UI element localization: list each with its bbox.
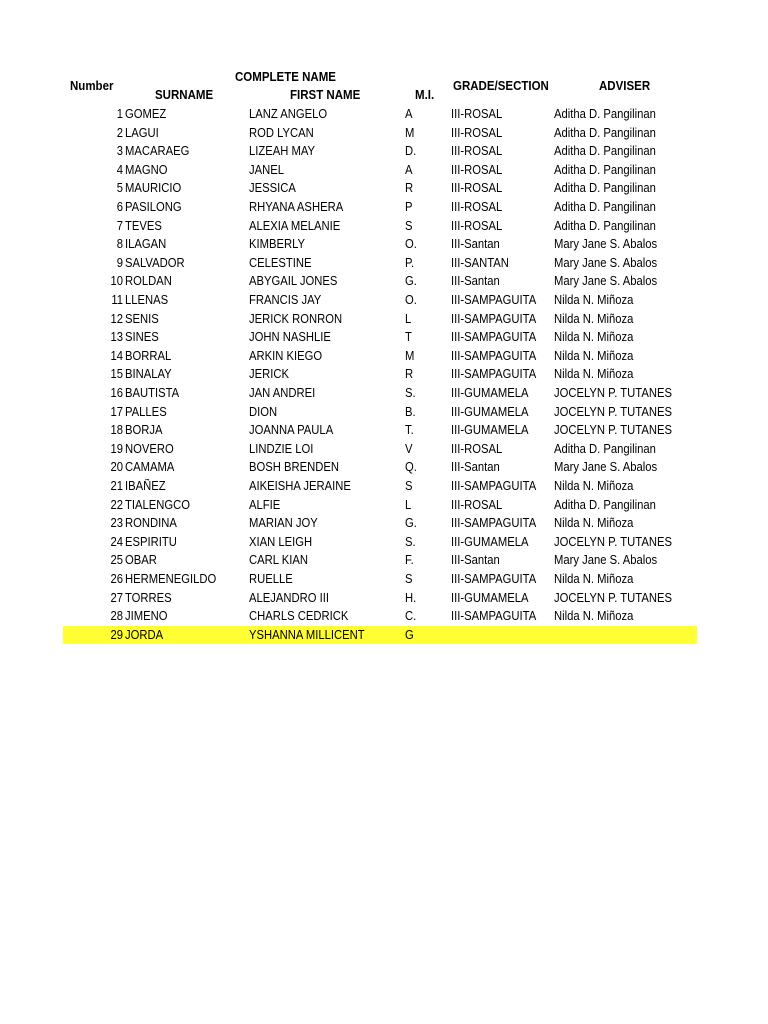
first-name-cell: RUELLE (249, 572, 293, 586)
grade-section-cell: III-Santan (451, 460, 500, 475)
middle-initial-cell: D. (405, 144, 417, 159)
grade-section-cell: III-ROSAL (451, 218, 503, 233)
grade-section-cell: III-GUMAMELA (451, 386, 529, 400)
middle-initial-cell: P (405, 200, 413, 214)
row-number: 20 (110, 460, 123, 475)
middle-initial-cell: G (405, 627, 414, 642)
first-name-cell: CARL KIAN (249, 553, 308, 568)
adviser-cell: Aditha D. Pangilinan (554, 107, 656, 121)
surname-cell: JIMENO (125, 609, 168, 624)
row-number: 5 (116, 181, 123, 196)
row-number: 28 (110, 609, 123, 624)
surname-cell: TIALENGCO (125, 497, 191, 512)
first-name-cell: ALEJANDRO III (249, 590, 330, 605)
first-name-cell: BOSH BRENDEN (249, 460, 340, 475)
table-row (0, 607, 768, 626)
adviser-cell: Nilda N. Miñoza (554, 367, 634, 382)
table-row (0, 217, 768, 236)
grade-section-cell: III-SAMPAGUITA (451, 572, 537, 586)
first-name-cell: JOHN NASHLIE (249, 330, 331, 345)
grade-section-cell: III-GUMAMELA (451, 534, 529, 549)
first-name-cell: JERICK RONRON (249, 311, 343, 326)
surname-cell: SENIS (125, 311, 159, 326)
row-number: 13 (110, 330, 123, 345)
table-row (0, 198, 768, 217)
table-row (0, 403, 768, 422)
first-name-cell: CHARLS CEDRICK (249, 609, 349, 624)
grade-section-cell: III-Santan (451, 237, 500, 252)
first-name-cell: DION (249, 404, 278, 419)
grade-section-cell: III-Santan (451, 274, 500, 289)
adviser-cell: Nilda N. Miñoza (554, 330, 634, 345)
adviser-cell: Aditha D. Pangilinan (554, 218, 656, 233)
adviser-cell: Mary Jane S. Abalos (554, 274, 658, 289)
middle-initial-cell: F. (405, 553, 414, 568)
middle-initial-cell: H. (405, 590, 417, 605)
header-surname: SURNAME (155, 88, 214, 102)
adviser-cell: Mary Jane S. Abalos (554, 255, 658, 270)
adviser-cell: Mary Jane S. Abalos (554, 553, 658, 568)
adviser-cell: Mary Jane S. Abalos (554, 237, 658, 252)
surname-cell: BINALAY (125, 367, 172, 382)
first-name-cell: ROD LYCAN (249, 125, 314, 140)
adviser-cell: Nilda N. Miñoza (554, 311, 634, 326)
first-name-cell: AIKEISHA JERAINE (249, 479, 351, 493)
grade-section-cell: III-ROSAL (451, 200, 503, 214)
grade-section-cell: III-GUMAMELA (451, 423, 529, 438)
first-name-cell: XIAN LEIGH (249, 534, 313, 549)
row-number: 11 (111, 293, 123, 307)
middle-initial-cell: O. (405, 293, 417, 307)
grade-section-cell: III-SAMPAGUITA (451, 516, 537, 531)
middle-initial-cell: G. (405, 274, 417, 289)
grade-section-cell: III-SAMPAGUITA (451, 609, 537, 624)
table-row (0, 347, 768, 366)
table-row (0, 328, 768, 347)
middle-initial-cell: R (405, 181, 414, 196)
middle-initial-cell: G. (405, 516, 417, 531)
adviser-cell: JOCELYN P. TUTANES (554, 590, 672, 605)
row-number: 17 (110, 404, 123, 419)
surname-cell: MAGNO (125, 162, 168, 177)
adviser-cell: Aditha D. Pangilinan (554, 200, 656, 214)
grade-section-cell: III-SAMPAGUITA (451, 330, 537, 345)
row-number: 10 (110, 274, 123, 289)
row-number: 3 (116, 144, 123, 159)
middle-initial-cell: L (405, 497, 412, 512)
header-number: Number (70, 79, 114, 93)
table-row (0, 533, 768, 552)
table-row (0, 161, 768, 180)
table-row (0, 477, 768, 496)
table-row (0, 551, 768, 570)
table-row (0, 421, 768, 440)
row-number: 22 (110, 497, 123, 512)
row-number: 24 (110, 534, 123, 549)
adviser-cell: JOCELYN P. TUTANES (554, 534, 672, 549)
adviser-cell: Aditha D. Pangilinan (554, 162, 656, 177)
row-number: 16 (110, 386, 123, 400)
surname-cell: MACARAEG (125, 144, 190, 159)
grade-section-cell: III-Santan (451, 553, 500, 568)
header-complete-name: COMPLETE NAME (235, 70, 336, 84)
row-number: 9 (116, 255, 123, 270)
first-name-cell: ALEXIA MELANIE (249, 218, 341, 233)
adviser-cell: JOCELYN P. TUTANES (554, 386, 672, 400)
first-name-cell: LANZ ANGELO (249, 107, 328, 121)
row-number: 1 (116, 107, 123, 121)
surname-cell: HERMENEGILDO (125, 572, 217, 586)
middle-initial-cell: M (405, 125, 415, 140)
adviser-cell: Aditha D. Pangilinan (554, 497, 656, 512)
row-number: 15 (110, 367, 123, 382)
first-name-cell: MARIAN JOY (249, 516, 318, 531)
grade-section-cell: III-SAMPAGUITA (451, 479, 537, 493)
table-row (0, 589, 768, 608)
grade-section-cell: III-ROSAL (451, 144, 503, 159)
table-row-highlighted (0, 626, 768, 645)
grade-section-cell: III-ROSAL (451, 125, 503, 140)
middle-initial-cell: V (405, 441, 413, 456)
table-row (0, 105, 768, 124)
surname-cell: ILAGAN (125, 237, 167, 252)
first-name-cell: CELESTINE (249, 255, 312, 270)
row-number: 12 (110, 311, 123, 326)
adviser-cell: Nilda N. Miñoza (554, 293, 634, 307)
table-row (0, 310, 768, 329)
surname-cell: MAURICIO (125, 181, 182, 196)
middle-initial-cell: S (405, 572, 413, 586)
table-row (0, 291, 768, 310)
first-name-cell: JOANNA PAULA (249, 423, 334, 438)
middle-initial-cell: B. (405, 404, 416, 419)
grade-section-cell: III-ROSAL (451, 441, 503, 456)
first-name-cell: ABYGAIL JONES (249, 274, 338, 289)
grade-section-cell: III-SAMPAGUITA (451, 311, 537, 326)
middle-initial-cell: S (405, 479, 413, 493)
surname-cell: JORDA (125, 627, 164, 642)
surname-cell: IBAÑEZ (125, 479, 166, 493)
first-name-cell: ALFIE (249, 497, 281, 512)
row-number: 8 (116, 237, 123, 252)
table-row (0, 272, 768, 291)
table-row (0, 365, 768, 384)
table-row (0, 254, 768, 273)
adviser-cell: JOCELYN P. TUTANES (554, 404, 672, 419)
middle-initial-cell: Q. (405, 460, 417, 475)
surname-cell: PALLES (125, 404, 167, 419)
row-number: 29 (110, 627, 123, 642)
middle-initial-cell: T (405, 330, 412, 345)
row-number: 25 (110, 553, 123, 568)
header-adviser: ADVISER (599, 79, 651, 93)
surname-cell: PASILONG (125, 200, 182, 214)
adviser-cell: Nilda N. Miñoza (554, 572, 634, 586)
row-number: 21 (110, 479, 123, 493)
table-row (0, 570, 768, 589)
row-number: 26 (110, 572, 123, 586)
surname-cell: CAMAMA (125, 460, 175, 475)
surname-cell: TEVES (125, 218, 162, 233)
surname-cell: BORJA (125, 423, 163, 438)
first-name-cell: RHYANA ASHERA (249, 200, 344, 214)
first-name-cell: JANEL (249, 162, 285, 177)
header-grade-section: GRADE/SECTION (453, 79, 549, 93)
row-number: 23 (110, 516, 123, 531)
adviser-cell: Aditha D. Pangilinan (554, 144, 656, 159)
adviser-cell: JOCELYN P. TUTANES (554, 423, 672, 438)
first-name-cell: JAN ANDREI (249, 386, 316, 400)
adviser-cell: Aditha D. Pangilinan (554, 125, 656, 140)
row-number: 14 (110, 348, 123, 363)
row-number: 6 (116, 200, 123, 214)
adviser-cell: Nilda N. Miñoza (554, 516, 634, 531)
row-number: 18 (110, 423, 123, 438)
header-first-name: FIRST NAME (290, 88, 361, 102)
grade-section-cell: III-SAMPAGUITA (451, 293, 537, 307)
first-name-cell: FRANCIS JAY (249, 293, 322, 307)
first-name-cell: LINDZIE LOI (249, 441, 314, 456)
middle-initial-cell: S. (405, 386, 416, 400)
grade-section-cell: III-SANTAN (451, 255, 509, 270)
surname-cell: OBAR (125, 553, 157, 568)
row-number: 7 (116, 218, 123, 233)
middle-initial-cell: C. (405, 609, 417, 624)
surname-cell: BAUTISTA (125, 386, 180, 400)
middle-initial-cell: P. (405, 255, 415, 270)
adviser-cell: Aditha D. Pangilinan (554, 181, 656, 196)
adviser-cell: Nilda N. Miñoza (554, 609, 634, 624)
first-name-cell: ARKIN KIEGO (249, 348, 323, 363)
middle-initial-cell: M (405, 348, 415, 363)
grade-section-cell: III-GUMAMELA (451, 404, 529, 419)
table-row (0, 458, 768, 477)
row-number: 27 (110, 590, 123, 605)
first-name-cell: YSHANNA MILLICENT (249, 627, 365, 642)
grade-section-cell: III-SAMPAGUITA (451, 348, 537, 363)
first-name-cell: LIZEAH MAY (249, 144, 316, 159)
adviser-cell: Nilda N. Miñoza (554, 348, 634, 363)
surname-cell: LAGUI (125, 125, 159, 140)
grade-section-cell: III-ROSAL (451, 181, 503, 196)
table-row (0, 179, 768, 198)
table-row (0, 496, 768, 515)
surname-cell: GOMEZ (125, 107, 167, 121)
table-row (0, 440, 768, 459)
table-row (0, 142, 768, 161)
grade-section-cell: III-ROSAL (451, 162, 503, 177)
surname-cell: TORRES (125, 590, 172, 605)
surname-cell: ROLDAN (125, 274, 172, 289)
middle-initial-cell: R (405, 367, 414, 382)
middle-initial-cell: S (405, 218, 413, 233)
table-row (0, 235, 768, 254)
table-row (0, 384, 768, 403)
adviser-cell: Aditha D. Pangilinan (554, 441, 656, 456)
first-name-cell: JERICK (249, 367, 290, 382)
row-number: 4 (116, 162, 123, 177)
middle-initial-cell: A (405, 107, 413, 121)
row-number: 2 (116, 125, 123, 140)
adviser-cell: Mary Jane S. Abalos (554, 460, 658, 475)
surname-cell: ESPIRITU (125, 534, 177, 549)
middle-initial-cell: T. (405, 423, 414, 438)
grade-section-cell: III-GUMAMELA (451, 590, 529, 605)
header-mi: M.I. (415, 88, 435, 102)
surname-cell: RONDINA (125, 516, 177, 531)
grade-section-cell: III-SAMPAGUITA (451, 367, 537, 382)
grade-section-cell: III-ROSAL (451, 497, 503, 512)
surname-cell: SINES (125, 330, 159, 345)
middle-initial-cell: S. (405, 534, 416, 549)
middle-initial-cell: A (405, 162, 413, 177)
surname-cell: NOVERO (125, 441, 174, 456)
grade-section-cell: III-ROSAL (451, 107, 503, 121)
surname-cell: LLENAS (125, 293, 169, 307)
first-name-cell: KIMBERLY (249, 237, 306, 252)
middle-initial-cell: O. (405, 237, 417, 252)
middle-initial-cell: L (405, 311, 412, 326)
table-row (0, 514, 768, 533)
first-name-cell: JESSICA (249, 181, 296, 196)
surname-cell: BORRAL (125, 348, 172, 363)
row-number: 19 (110, 441, 123, 456)
adviser-cell: Nilda N. Miñoza (554, 479, 634, 493)
table-row (0, 124, 768, 143)
surname-cell: SALVADOR (125, 255, 185, 270)
